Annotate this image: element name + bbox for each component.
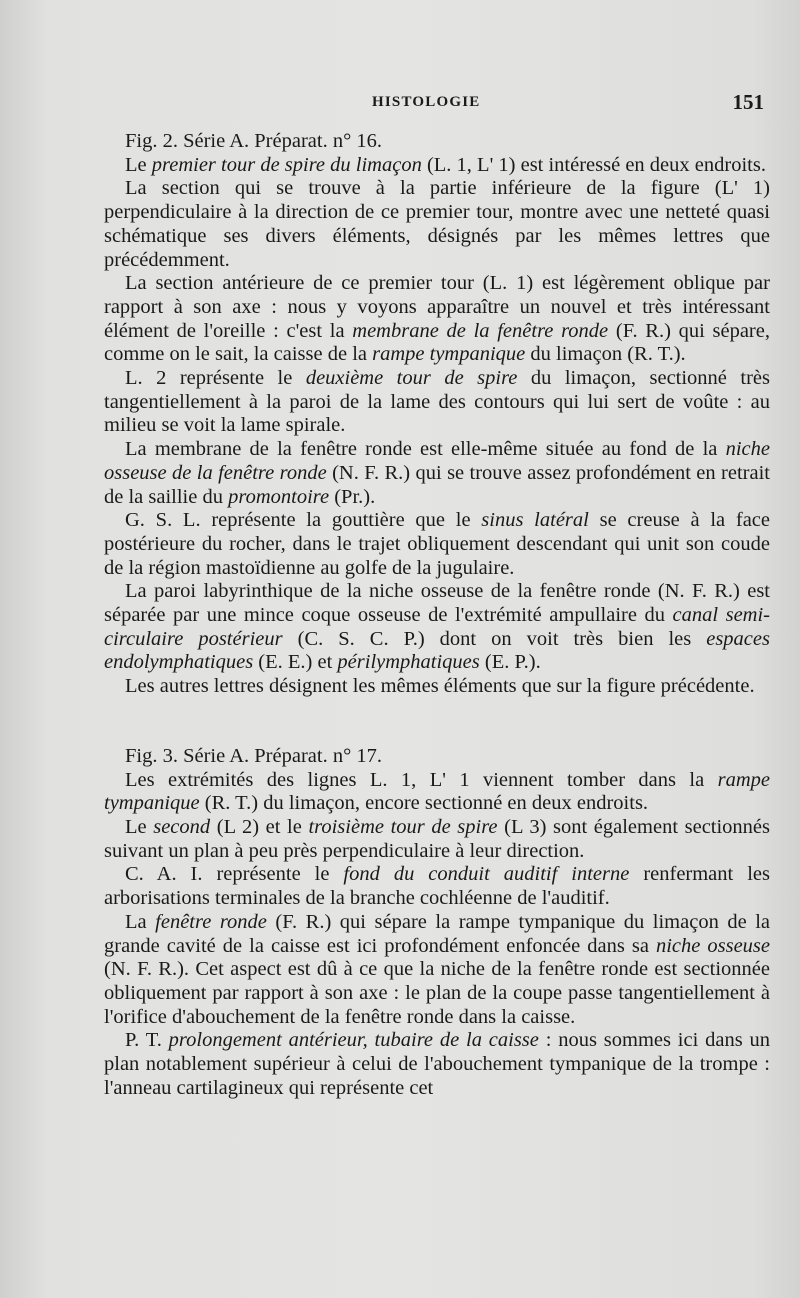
fig3-paragraph-3 (104, 863, 770, 910)
italic-term: périlymphatiques (337, 651, 480, 674)
text-run: G. S. L. représente la gouttière que le (125, 509, 482, 532)
italic-term: sinus latéral (481, 509, 589, 532)
fig2-paragraph-8 (104, 675, 770, 699)
italic-term: rampe tympanique (104, 768, 770, 815)
text-run: (C. S. C. P.) dont on voit très bien les (282, 627, 707, 650)
text-run: (F. R.) qui sépare la rampe tympanique du limaçon de la grande cavité de la caisse est ici profondément enfoncée dans sa (104, 910, 771, 957)
italic-term: promontoire (228, 485, 330, 508)
text-run: Le (125, 815, 154, 838)
text-run: : nous sommes ici dans un plan notablement supérieur à celui de l'abouchement tympanique de la trompe : l'anneau cartilagineux qui représente cet (104, 1029, 770, 1099)
italic-term: niche osseuse de la fenêtre ronde (104, 438, 770, 484)
text-run: renfermant les arborisations terminales de la branche cochléenne de l'auditif. (104, 863, 770, 910)
text-run: L. 2 représente le (125, 367, 306, 390)
italic-term: premier tour de spire du limaçon (151, 153, 422, 176)
text-run: (R. T.) du limaçon, encore sectionné en deux endroits. (199, 792, 649, 815)
text-run: (L. 1, L' 1) est intéressé en deux endroits. (421, 153, 766, 176)
text-run: La membrane de la fenêtre ronde est elle-même située au fond de la (125, 438, 726, 461)
italic-term: niche osseuse (655, 934, 771, 957)
page-body (104, 130, 770, 1100)
text-run: Les extrémités des lignes L. 1, L' 1 viennent tomber dans la (125, 768, 718, 791)
fig2-paragraph-1 (104, 154, 770, 178)
text-run: Les autres lettres désignent les mêmes éléments que sur la figure précédente. (125, 675, 755, 698)
fig2-paragraph-5 (104, 438, 770, 509)
italic-term: deuxième tour de spire (305, 367, 518, 390)
text-run: (N. F. R.). Cet aspect est dû à ce que la niche de la fenêtre ronde est sectionnée obliquement par rapport à son axe : le plan de la coupe passe tangentiellement à l'orifice d'abouchement de la fenêtre ronde dans la caisse. (104, 958, 770, 1028)
text-run: C. A. I. représente le (125, 863, 344, 886)
text-run: du limaçon (R. T.). (525, 343, 686, 366)
text-run: Le (125, 153, 152, 176)
fig2-paragraph-7 (104, 580, 770, 675)
fig3-heading: Fig. 3. Série A. Préparat. n° 17. (125, 744, 383, 767)
text-run: (E. P.). (479, 651, 541, 674)
fig2-paragraph-4 (104, 367, 770, 438)
italic-term: troisième tour de spire (308, 815, 498, 838)
text-run: La paroi labyrinthique de la niche osseuse de la fenêtre ronde (N. F. R.) est séparée par une mince coque osseuse de l'extrémité ampullaire du (104, 580, 770, 627)
page-header (100, 90, 768, 120)
text-run: se creuse à la face postérieure du rocher, dans le trajet obliquement descendant qui unit son coude de la région mastoïdienne au golfe de la jugulaire. (104, 509, 770, 579)
italic-term: second (153, 815, 211, 838)
text-run: La section qui se trouve à la partie inférieure de la figure (L' 1) perpendiculaire à la direction de ce premier tour, montre avec une netteté quasi schématique ses divers éléments, désignés par les mêmes lettres que précédemment. (104, 177, 770, 271)
italic-term: espaces endolymphatiques (104, 627, 770, 674)
text-run: P. T. (125, 1029, 169, 1052)
italic-term: prolongement antérieur, tubaire de la caisse (168, 1029, 539, 1052)
italic-term: fenêtre ronde (155, 910, 267, 933)
text-run: (N. F. R.) qui se trouve assez profondément en retrait de la saillie du (104, 461, 770, 508)
page-number: 151 (732, 90, 764, 114)
italic-term: fond du conduit auditif interne (343, 863, 630, 886)
text-run: du limaçon, sectionné très tangentiellement à la paroi de la lame des contours qui lui sert de voûte : au milieu se voit la lame spirale. (104, 367, 770, 437)
text-run: (E. E.) et (253, 651, 338, 674)
running-title: HISTOLOGIE (372, 94, 481, 110)
fig3-paragraph-2 (104, 816, 770, 863)
text-run: (F. R.) qui sépare, comme on le sait, la caisse de la (104, 319, 770, 366)
fig3-paragraph-5 (104, 1029, 770, 1100)
text-run: La (125, 910, 156, 933)
italic-term: membrane de la fenêtre ronde (352, 319, 609, 342)
fig2-heading: Fig. 2. Série A. Préparat. n° 16. (125, 130, 383, 152)
fig3-paragraph-1 (104, 769, 770, 816)
fig2-paragraph-2 (104, 177, 770, 272)
fig3-paragraph-4 (104, 911, 770, 1030)
italic-term: rampe tympanique (372, 343, 526, 366)
section-gap (104, 699, 770, 745)
text-run: (Pr.). (329, 485, 376, 508)
text-run: (L 3) sont également sectionnés suivant un plan à peu près perpendiculaire à leur direction. (104, 815, 771, 862)
italic-term: canal semi-circulaire postérieur (104, 604, 770, 650)
text-run: (L 2) et le (210, 815, 309, 838)
fig2-paragraph-6 (104, 509, 770, 580)
fig2-paragraph-3 (104, 272, 770, 367)
text-run: La section antérieure de ce premier tour (L. 1) est légèrement oblique par rapport à son axe : nous y voyons apparaître un nouvel et très intéressant élément de l'oreille : c'est la (104, 272, 770, 342)
